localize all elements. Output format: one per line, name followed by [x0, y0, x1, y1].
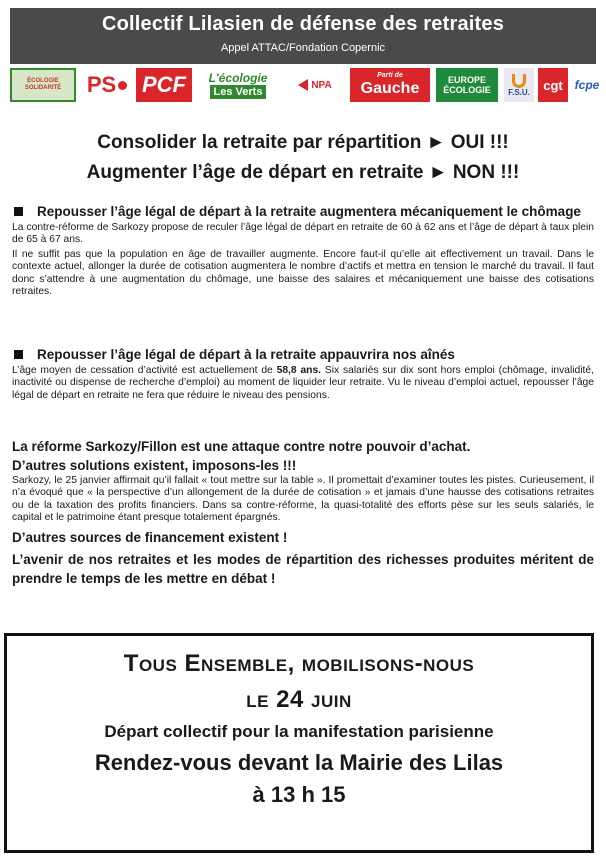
paragraph: Il ne suffit pas que la population en âge de travailler augmente. Encore faut-il qu’elle ait effectivement un travail. Dans le contexte actuel, allonger la durée de cotisation augmentera le nombre d’actifs et mettra en tension le marché du travail. Il faut donc s’attendre à une augmentation du chômage, une baisse des salaires et mécaniquement une baisse des cotisations retraites.: [12, 248, 594, 298]
callout-meeting-place: Rendez-vous devant la Mairie des Lilas: [94, 750, 504, 775]
financing-statement: D’autres sources de financement existent !: [12, 529, 288, 545]
square-bullet-icon: [14, 350, 23, 359]
pcf-logo: PCF: [136, 68, 192, 102]
ps-logo: PS: [84, 68, 130, 102]
callout-headline: Tous Ensemble, mobilisons-nous: [123, 650, 475, 677]
section-chomage-title: Repousser l’âge légal de départ à la retraite augmentera mécaniquement le chômage: [12, 203, 594, 220]
square-bullet-icon: [14, 207, 23, 216]
callout-time: à 13 h 15: [252, 782, 346, 807]
header-banner: [10, 8, 596, 64]
debate-statement: L’avenir de nos retraites et les modes de répartition des richesses produites méritent de prendre le temps de les mettre en débat !: [12, 551, 594, 586]
paragraph: La contre-réforme de Sarkozy propose de reculer l’âge légal de départ en retraite de 60 à 62 ans et l’âge de départ à taux plein de 65 à 67 ans.: [12, 222, 594, 246]
slogan-non: Augmenter l’âge de départ en retraite ► NON !!!: [86, 162, 520, 183]
slogan-oui: Consolider la retraite par répartition ► OUI !!!: [97, 132, 509, 153]
cgt-logo: cgt: [538, 68, 568, 102]
europe-ecologie-logo: EUROPE ÉCOLOGIE: [436, 68, 498, 102]
fsu-u-icon: [512, 74, 526, 88]
attack-statement: La réforme Sarkozy/Fillon est une attaque contre notre pouvoir d’achat.: [12, 439, 471, 454]
slogans: [0, 128, 606, 188]
fsu-logo: F.S.U.: [504, 68, 534, 102]
logos-row: [8, 68, 600, 108]
section-solutions: [12, 437, 594, 588]
section-aines-title: Repousser l’âge légal de départ à la retraite appauvrira nos aînés: [12, 346, 594, 363]
average-age-value: 58,8 ans.: [276, 365, 322, 376]
rose-icon: [118, 81, 127, 90]
solutions-statement: D’autres solutions existent, imposons-les !!!: [12, 458, 297, 473]
section-aines: [12, 346, 594, 404]
page-subtitle: Appel ATTAC/Fondation Copernic: [220, 42, 386, 54]
mobilisation-callout: [4, 633, 594, 853]
section-chomage-text: [12, 222, 594, 298]
ecologie-solidarite-logo: ÉCOLOGIE SOLIDARITÉ: [10, 68, 76, 102]
section-chomage: [12, 203, 594, 300]
callout-departure: Départ collectif pour la manifestation parisienne: [104, 722, 494, 741]
megaphone-icon: [298, 79, 308, 91]
fcpe-logo: fcpe: [574, 78, 600, 92]
verts-logo: L'écologie Les Verts: [208, 71, 268, 98]
parti-de-gauche-logo: Parti de Gauche: [350, 68, 430, 102]
callout-date: le 24 juin: [246, 686, 352, 713]
npa-logo: NPA: [286, 68, 344, 102]
section-aines-text: L’âge moyen de cessation d’activité est actuellement de 58,8 ans. Six salariés sur dix sont hors emploi (chômage, invalidité, inactivité ou dispense de recherche d’emploi) au moment de liquider leur retraite. Vu le niveau d’emploi actuel, repousser l’âge légal de départ en retraite ne fera que réduire le niveau des pensions.: [12, 365, 594, 401]
page-title: Collectif Lilasien de défense des retraites: [101, 13, 505, 35]
sarkozy-paragraph: Sarkozy, le 25 janvier affirmait qu’il fallait « tout mettre sur la table ». Il promettait d’examiner toutes les pistes. Curieusement, il n’a évoqué que « la perspective d’un allongement de la durée de cotisation » et jamais d’une hausse des cotisations retraites ou de la taxation des profits financiers. Dans sa contre-réforme, la quasi-totalité des efforts pèse sur les seuls salariés, le capital et le patrimoine étant presque totalement épargnés.: [12, 475, 594, 524]
